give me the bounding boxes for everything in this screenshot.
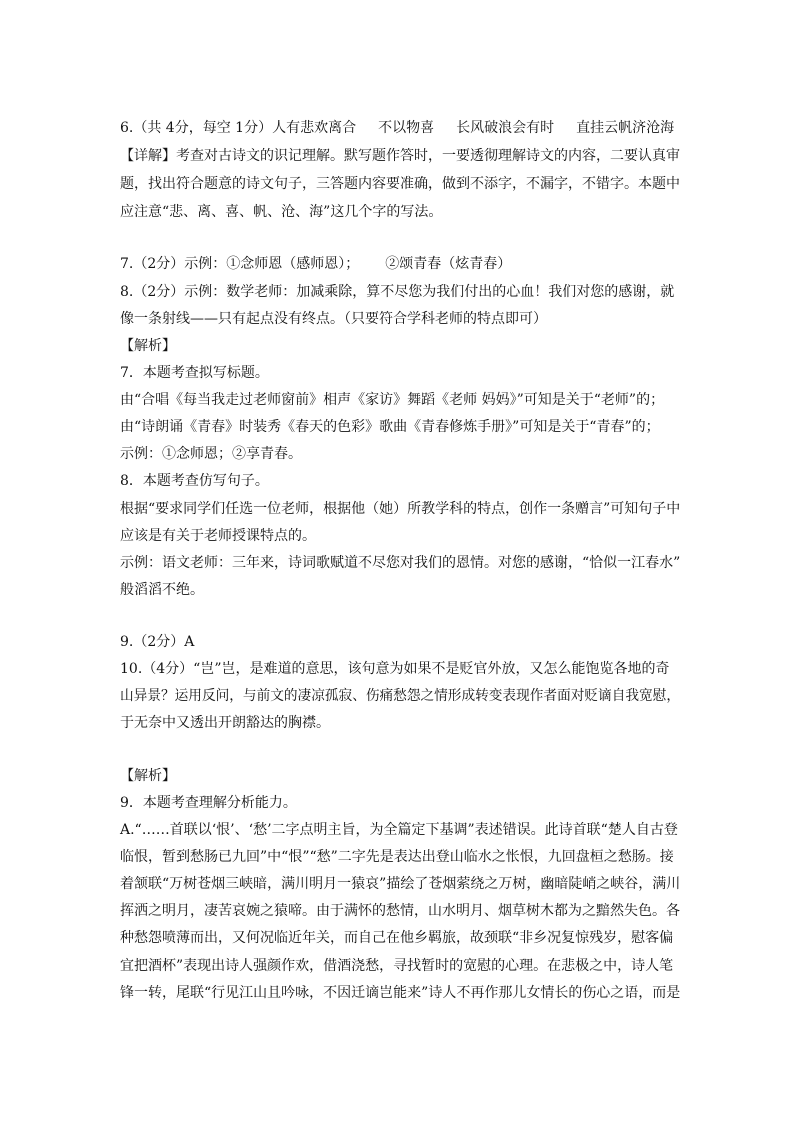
analysis-9-line-3: 着颔联“万树苍烟三峡暗，满川明月一猿哀”描绘了苍烟萦绕之万树，幽暗陡峭之峡谷，满川 — [120, 876, 681, 892]
answer-10-line-2: 山异景？运用反问，与前文的凄凉孤寂、伤痛愁怨之情形成转变表现作者面对贬谪自我宽慰， — [120, 688, 680, 704]
analysis-8-title: 8．本题考查仿写句子。 — [120, 473, 269, 489]
answer-6-line — [120, 118, 680, 138]
answer-7-line — [120, 254, 680, 274]
answer-8-line-1: 8.（2分）示例：数学老师：加减乘除，算不尽您为我们付出的心血！我们对您的感谢，就 — [120, 284, 675, 300]
answer-6-blank-4: 直挂云帆济沧海 — [576, 120, 675, 136]
analysis-8-example-1: 示例：语文老师：三年来，诗词歌赋道不尽您对我们的恩情。对您的感谢，“恰似一江春水” — [120, 555, 681, 571]
analysis-8-example-2: 般滔滔不绝。 — [120, 582, 204, 598]
answer-6-blank-3: 长风破浪会有时 — [456, 120, 555, 136]
analysis-9-line-2: 临恨，暂到愁肠已九回”中“恨”“愁”二字先是表达出登山临水之怅恨，九回盘桓之愁肠。接 — [120, 849, 674, 865]
explanation-6-line-1: 【详解】考查对古诗文的识记理解。默写题作答时，一要透彻理解诗文的内容，二要认真审 — [120, 148, 680, 164]
explanation-6-line-3: 应注意“悲、离、喜、帆、沧、海”这几个字的写法。 — [120, 204, 443, 220]
analysis-8-line-1: 根据“要求同学们任选一位老师，根据他（她）所教学科的特点，创作一条赠言”可知句子中 — [120, 501, 681, 517]
answer-6-blank-1: 6.（共 4分，每空 1分）人有悲欢离合 — [120, 120, 357, 136]
analysis-7-line-2: 由“诗朗诵《青春》时装秀《春天的色彩》歌曲《青春修炼手册》”可知是关于“青春”的； — [120, 419, 660, 435]
analysis-9-line-6: 宜把酒杯”表现出诗人强颜作欢，借酒浇愁，寻找暂时的宽慰的心理。在悲极之中，诗人笔 — [120, 958, 674, 974]
analysis-9-line-1: A.“……首联以‘恨’、‘愁’二字点明主旨，为全篇定下基调”表述错误。此诗首联“楚人自古登 — [120, 822, 678, 838]
analysis-9-line-7: 锋一转，尾联“行见江山且吟咏，不因迁谪岂能来”诗人不再作那儿女情长的伤心之语，而是 — [120, 985, 681, 1001]
answer-7-example-2: ②颂青春（炫青春） — [385, 256, 512, 272]
answer-10-line-3: 于无奈中又透出开朗豁达的胸襟。 — [120, 715, 330, 731]
analysis-heading-2: 【解析】 — [120, 768, 176, 784]
analysis-9-title: 9．本题考查理解分析能力。 — [120, 795, 297, 811]
analysis-7-title: 7．本题考查拟写标题。 — [120, 365, 269, 381]
answer-8-line-2: 像一条射线——只有起点没有终点。（只要符合学科老师的特点即可） — [120, 311, 547, 327]
answer-7-example-1: 7.（2分）示例：①念师恩（感师恩）； — [120, 256, 360, 272]
analysis-heading-1: 【解析】 — [120, 338, 176, 354]
analysis-7-line-1: 由“合唱《每当我走过老师窗前》相声《家访》舞蹈《老师 妈妈》”可知是关于“老师”的； — [120, 392, 665, 408]
analysis-9-line-4: 挥洒之明月，凄苦哀婉之猿啼。由于满怀的愁情，山水明月、烟草树木都为之黯然失色。各 — [120, 903, 680, 919]
answer-10-line-1: 10.（4分）“岂”岂，是难道的意思，该句意为如果不是贬官外放，又怎么能饱览各地的奇 — [120, 661, 670, 677]
explanation-6-line-2: 题，找出符合题意的诗文句子，三答题内容要准确，做到不添字，不漏字，不错字。本题中 — [120, 176, 680, 192]
analysis-7-example: 示例：①念师恩；②享青春。 — [120, 446, 302, 462]
analysis-9-line-5: 种愁怨喷薄而出，又何况临近年关，而自己在他乡羁旅，故颈联“非乡况复惊残岁，慰客偏 — [120, 930, 674, 946]
analysis-8-line-2: 应该是有关于老师授课特点的。 — [120, 528, 316, 544]
answer-6-blank-2: 不以物喜 — [378, 120, 435, 136]
answer-9-line: 9.（2分）A — [120, 634, 195, 650]
